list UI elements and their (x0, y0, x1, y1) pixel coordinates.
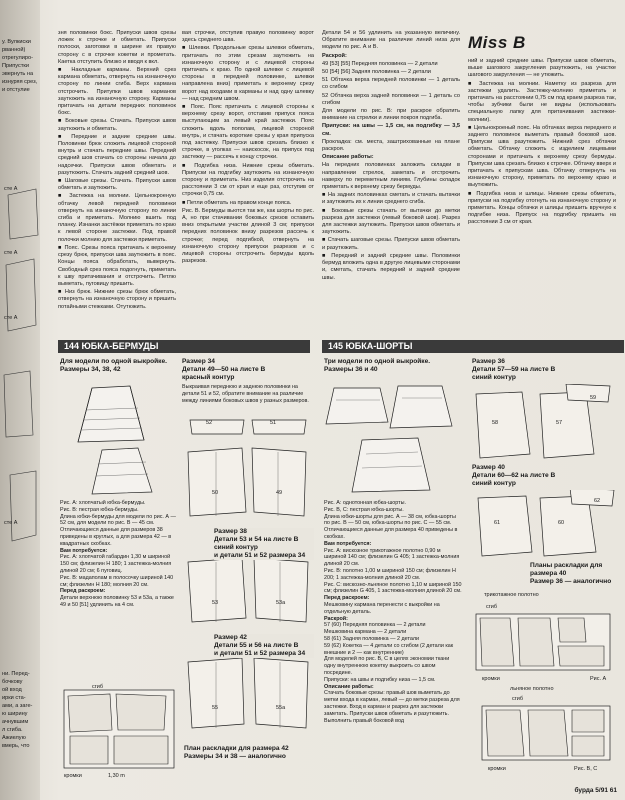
detail-label: Детали 55 и 56 на листе В (214, 642, 299, 649)
piece-number: 52 (206, 420, 213, 426)
page-footer: бурда 5/91 61 (574, 787, 617, 794)
sec144-size38-head (214, 528, 314, 560)
paragraph: ■ Застежка на молнии. Наметку из разреза для застежки удалить. Застежку-молнию приметать и притачать на расстоянии 0,75 см под краем разреза так, чтобы зубчики были не видны (использовать специальную лапку для притачивания застежки-молнии). (468, 80, 616, 123)
strip-line: ами, а заге- (2, 703, 33, 709)
strip-line: вмерь, что (2, 743, 30, 749)
paragraph: ■ Шаговые срезы. Стачать. Припуски швов обметать и заутюжить. (58, 178, 176, 192)
paragraph: Рис. С: вискозно-льняное полотно 1,10 м шириной 150 см; флизелин G 405, 1 застежка-молния длиной 20 см. (324, 581, 462, 595)
paragraph: ■ Пояс. Срезы пояса притачать к верхнему срезу брюк, припуски шва заутюжить в пояс. Концы пояса обработать, вывернуть. Свободный срез пояса подогнуть, приметать к шву притачивания и отстрочить. Петлю выметать, пуговицу пришить. (58, 244, 176, 287)
paragraph: 51 Обтачка верха передней половинки — 1 деталь со сгибом (322, 77, 460, 91)
paragraph: 59 (62) Кокетка — 4 детали со сгибом (2 детали как внешние и 2 — как внутренние) (324, 642, 454, 656)
subheading: Раскрой: (322, 52, 347, 59)
paragraph: 52 Обтачка верха задней половинки — 1 деталь со сгибом (322, 92, 460, 106)
section-banner-144: 144 ЮБКА-БЕРМУДЫ (58, 340, 310, 353)
paragraph: Для моделей по рис. В, С в целях экономии ткани одну внутреннюю кокетку выкроить со швом посредине. (324, 656, 450, 676)
detail-label: синий контур (472, 480, 516, 487)
paragraph: 50 [54] [56] Задняя половинка — 2 детали (322, 69, 431, 76)
paragraph: ■ Подгибка низа и шлицы. Нижние срезы обметать, припуски на подгибку отогнуть на изнаночную сторону и приметать. Концы обтачки и шлицы пришить вручную к подгибке низа. Припуск на подгибку пришить на расстоянии 3 см от края. (468, 190, 616, 226)
size-label: Размер 38 (214, 528, 247, 535)
paragraph: ■ Накладные карманы. Верхний срез кармана обметать, отвернуть на изнаночную сторону по линии сгиба. Верх кармана отстрочить. Притупки швов карманов заутюжить на изнаночную сторону. Карманы притачать на детали передних половинок бокс. (58, 67, 176, 117)
sec145-plan-head (530, 562, 620, 586)
caption: Отличающиеся данные для размеров 38 приведены в круглых, а для размера 42 — в квадратных скобках. (60, 527, 172, 547)
fabric-length-label: 1,30 m (108, 773, 125, 779)
sec144-intro-text: Для модели по одной выкройке. (60, 358, 167, 365)
layout-plan-145a (474, 612, 614, 676)
pattern-pieces-144 (182, 412, 314, 742)
piece-number: 53 (212, 600, 219, 606)
sec145-intro-text: Три модели по одной выкройке. (324, 358, 431, 365)
paragraph: Для модели по рис. В: при раскрое обратить внимание на стрелки и линии покроя подгиба. (322, 108, 460, 122)
paragraph: Детали 54 и 56 удлинить на указанную величину. Обратите внимание на различие линий низа для модели по рис. А и В. (322, 30, 460, 51)
size-label: Размер 34 (182, 358, 215, 365)
detail-label: Детали 53 и 54 на листе В синий контур (214, 536, 299, 551)
strip-line: ачнувшим (2, 719, 29, 725)
paragraph: Прокладка: см. места, заштрихованные на плане раскроя. (322, 138, 460, 153)
paragraph: Рис. А: хлопчатой габардин 1,30 м шириной 150 см; флизелин Н 180; 1 застежка-молния длиной 20 см; 6 пуговиц. (60, 554, 172, 574)
sec145-sizes: Размеры 36 и 40 (324, 366, 378, 373)
size-label: Размер 36 (472, 358, 505, 365)
fold-label: сгиб (92, 684, 103, 690)
piece-number: 61 (494, 520, 501, 526)
detail-label: и детали 51 и 52 размера 34 (214, 650, 306, 657)
sec144-right-head (182, 358, 312, 382)
paragraph: вая строчки, отступив правую половинку ворот здесь среднего шва. (182, 30, 314, 44)
strip-line: бочкову (2, 679, 23, 685)
text-column-2 (182, 30, 314, 336)
skirt-shorts-illustration (322, 378, 462, 498)
size-label: Размер 42 (214, 634, 247, 641)
section-banner-145: 145 ЮБКА-ШОРТЫ (322, 340, 624, 353)
detail-label: Детали 49—50 на листе В (182, 366, 266, 373)
paragraph: ■ Низ брюк. Нижние срезы брюк обметать, отвернуть на изнаночную сторону и пришить потайными стежками. Отутюжить. (58, 289, 176, 310)
detail-label: и детали 51 и 52 размера 34 (214, 552, 306, 559)
sec145-intro (324, 358, 444, 374)
paragraph: ний и задний средние швы. Припуски швов обметать, выше шагового закругления разутюжить, на участке шагового закругления — не утюжить. (468, 58, 616, 79)
fabric-label: трикотажное полотно (484, 592, 539, 598)
piece-number: 58 (492, 420, 499, 426)
layout-plan-144 (60, 680, 180, 780)
subheading: Перед раскроем: (324, 595, 370, 602)
paragraph: ■ Передний и задний средние швы. Половинки бермуд вложить одна в другую лицевыми сторонами и, сметать, стачать передний и задний средние швы. (322, 252, 460, 281)
sec144-sizes: Размеры 34, 38, 42 (60, 366, 121, 373)
paragraph: Рис. А: вискозное трикотажное полотно 0,90 м шириной 140 см; флизелин G 405; 1 застежка-молния длиной 20 см. (324, 547, 460, 568)
strip-line: изнуряя срез, (2, 79, 38, 85)
subheading: Описание работы: (322, 154, 374, 161)
strip-label: сте А (4, 315, 18, 321)
plan-label: План раскладки для размера 42 (184, 745, 289, 752)
strip-line: л сгиба. (2, 727, 23, 733)
paragraph: ■ Боковые срезы. Стачать. Припуски швов заутюжить и обметать. (58, 118, 176, 132)
detail-label: синий контур (472, 374, 516, 381)
plan-label: Планы раскладки для размера 40 (530, 562, 603, 577)
strip-label: сте А (4, 520, 18, 526)
paragraph: ■ Цельнокроеный пояс. На обтачках верха переднего и заднего половинок выметать правый боковой шов. Припуски шва разутюжить. Нижний срез обтачки обметать. Обтачку сложить с изделием лицевыми сторонами и притачать к верхнему срезу бермуды. Припуски шва срезать близко к строчке. Обтачку вверх и притачать к припускам шва. Обтачку отвернуть на изнаночную сторону, приметать по верхнему краю и выутюжить. (468, 124, 616, 189)
piece-number: 55a (276, 705, 286, 711)
sec144-captions (60, 500, 180, 609)
layout-plan-145bc (480, 704, 614, 766)
paragraph: 49 [53] [55] Передняя половинка — 2 детали (322, 60, 438, 67)
caption: Рис. А: однотонная юбка-шорты. (324, 500, 406, 506)
paragraph: ■ Боковые срезы стачать от вытачки до метки разреза для застежки (левый боковой шов). Разрез для застежки заутюжить. Припуски швов обметать и заутюжить. (322, 207, 460, 236)
paragraph: ■ Застежка на молнии. Цельнокроеную обтачку левой передней половинки отвернуть на изнаночную сторону по линии сгиба и приметать. Молнию вшить под планку. Изнанки застёжки приметать по краю к левой стороне застежки. Под правой полочки молнию для застежки приметать. (58, 193, 176, 243)
piece-number: 51 (270, 420, 277, 426)
paragraph: ■ Шлевки. Продольные срезы шлевки обметать, притачать по этим срезам заутюжить на изнаночную сторону и с лицевой стороны притачать к краю. По одной шлевке с лицевой стороны в передней половинке, шлевки направлена вниз) приметать к верхнему срезу ворот над входами в карманы и над одну шлевку — над средним швом. (182, 45, 314, 102)
caption: Рис. В, С: пестрая юбка-шорты. (324, 506, 404, 513)
text-column-4 (468, 58, 616, 336)
sec144-plan-head (184, 745, 314, 761)
strip-line: у. Вулкиски (2, 39, 31, 45)
paragraph: Рис. В: полотно 1,00 м шириной 150 см; флизелин Н 200; 1 застежка-молния длиной 20 см. (324, 567, 456, 581)
paragraph: Рис. В: мадаполам в полосочку шириной 140 см; флизелин Н 180; молния 20 см. (60, 574, 174, 588)
fold-label: сгиб (486, 604, 497, 610)
sec145-size40-head (472, 464, 612, 488)
strip-line: рванной) (2, 47, 26, 53)
strip-line: и отстулие (2, 87, 30, 93)
paragraph: зня половинки бокс. Припуски швов срезы ложек к строчке и обметать. Припуски полоски, заготовки в ширине их правую сторону с в строчке кокетки и прометать. Каетка отступить близко и вводя к вкл. (58, 30, 176, 65)
subheading: Вам потребуется: (60, 547, 108, 554)
paragraph: Рис. В. Бермуды вьются так же, как шорты по рис. А, но при стачивании боковых срезов оставить вниз открытыми участки длиной 3 см; припуски передних половинок внизу разрезов рассечь к строчке; перед подгибкой, отвернуть на изнаночную сторону припуски разрезов и с лицевой стороны отстрочить бермуды вдоль разрезов. (182, 207, 314, 265)
paragraph: На передних половинках заложить складки в направлении стрелок, заметать и отстрочить наверху по переметным линиям. Глубины складок приметать к верхнему срезу бермуды. (322, 162, 460, 191)
series-title: Miss B (468, 33, 526, 52)
strip-line: ирки ста- (2, 695, 26, 701)
paragraph: 58 (61) Задняя половинка — 2 детали (324, 635, 420, 642)
fabric-label: льняное полотно (510, 686, 554, 692)
selvedge-label: кромки (482, 676, 500, 682)
paragraph: Выкраивая переднюю и заднюю половинки на детали 51 и 52, обратите внимание на различие между линиями боковых швов у разных размеров. (182, 384, 309, 404)
piece-number: 53a (276, 600, 286, 606)
piece-number: 59 (590, 395, 597, 401)
sec144-intro (60, 358, 180, 374)
subheading: Вам потребуется: (324, 540, 372, 547)
paragraph: ■ На задних половинках сметать и стачать вытачки и заутюжить их к линии среднего сгиба. (322, 192, 460, 206)
piece-number: 55 (212, 705, 219, 711)
strip-label: сте А (4, 250, 18, 256)
caption: Длина юбки-шорты для рис. А — 38 см, юбка-шорты по рис. В — 50 см, юбка-шорты по рис. С — 55 см. (324, 513, 456, 527)
fold-label: сгиб (512, 696, 523, 702)
plan-label: Размер 36 — аналогично (530, 578, 612, 585)
paragraph: Мешковину кармана перенести с выкройки на отдельную деталь. (324, 601, 440, 615)
size-label: Размер 40 (472, 464, 505, 471)
strip-line: ю ширину (2, 711, 28, 717)
paragraph: Припуски: на швы и подгибку низа — 1,5 см. (324, 676, 436, 683)
piece-number: 57 (556, 420, 563, 426)
plan-label: Размеры 34 и 38 — аналогично (184, 753, 286, 760)
subheading: Описание работы: (324, 683, 374, 690)
paragraph: Припуски: на швы — 1,5 см, на подгибку — 3,5 см. (322, 123, 460, 137)
selvedge-label: кромки (488, 766, 506, 772)
paragraph: 57 (60) Передняя половинка — 2 детали (324, 622, 426, 629)
strip-line: эвернуть на (2, 71, 34, 77)
figure-label: Рис. А (590, 676, 607, 682)
strip-line: ни. Перед- (2, 671, 30, 677)
sec145-captions (324, 500, 462, 724)
paragraph: Стачать боковые срезы: правый шов выметать до метки входа в карман, левый — до метки разреза для застежки. Вход в карман и разрез для застежки заметать. Припуски швов обметать и разутюжить. Выполнить правый боковой вод (324, 690, 460, 724)
text-column-1 (58, 30, 176, 336)
strip-line: Припустки (2, 63, 29, 69)
paragraph: Мешковина кармана — 2 детали (324, 629, 407, 636)
piece-number: 62 (594, 498, 601, 504)
sec144-size42-head (214, 634, 314, 658)
caption: Рис. В: пестрая юбка-бермуды. (60, 506, 139, 513)
detail-label: Детали 57—59 на листе В (472, 366, 556, 373)
paragraph: ■ Пояс. Пояс притачать с лицевой стороны к верхнему срезу ворот, отставив припуск пояса выступающим за левый край застежки. Пояс сложить вдоль пополам, лицевой стороной внутрь, и стачать короткие срезы у края припуска под застежку. Припуски швов срезать близко к строчке, в уголках — наискосок, на припуск под застежку — рассечь к концу строчки. (182, 104, 314, 161)
strip-line: ой вход (2, 687, 22, 693)
previous-page-strip (0, 0, 40, 800)
detail-label: Детали 60—62 на листе В (472, 472, 556, 479)
sec145-size36-head (472, 358, 612, 382)
detail-label: красный контур (182, 374, 235, 381)
paragraph: ■ Передние и задние средние швы. Половинки брюк сложить лицевой стороной внутрь и стачать передние швы. Передний средний шов стачать со стороны начала до надсечки. Припуски швов обметать и разутюжить. Стачать задний средний шов. (58, 133, 176, 176)
subheading: Перед раскроем: (60, 588, 106, 595)
caption: Отличающиеся данные для размера 40 приведены в скобках. (324, 527, 458, 540)
subheading: Раскрой: (324, 615, 348, 622)
strip-label: сте А (4, 186, 18, 192)
selvedge-label: кромки (64, 773, 82, 779)
caption: Рис. А: хлопчатый юбка-бермуды. (60, 500, 146, 506)
paragraph: ■ Подгибка низа. Нижние срезы обметать. Припуски на подгибку заутюжить на изнаночную сторону и приметать. Низ изделия отстрочить на расстоянии 3 см от края и еще раз, отступив от строчки 0,75 см. (182, 162, 314, 198)
text-column-3 (322, 30, 460, 336)
strip-drawing (0, 175, 40, 555)
piece-number: 49 (276, 490, 283, 496)
piece-number: 50 (212, 490, 219, 496)
caption: Длина юбки-бермуды для модели по рис. А — 52 см, для модели по рис. В — 45 см. (60, 513, 176, 527)
figure-label: Рис. В, С (574, 766, 598, 772)
piece-number: 60 (558, 520, 565, 526)
paragraph: ■ Петли обметать на правом конце пояса. (182, 199, 292, 206)
paragraph: Детали верхнюю половинку 53 и 53а, а также 49 и 50 [51] удлинить на 4 см. (60, 595, 174, 608)
paragraph: ■ Стачать шаговые срезы. Припуски швов обметать и разутюжить. (322, 237, 460, 251)
strip-line: отрегулиро- (2, 55, 33, 61)
strip-text-top (2, 38, 39, 94)
strip-text-bottom (2, 670, 39, 750)
strip-line: Ажиелую (2, 735, 26, 741)
bermuda-illustration (62, 380, 178, 498)
